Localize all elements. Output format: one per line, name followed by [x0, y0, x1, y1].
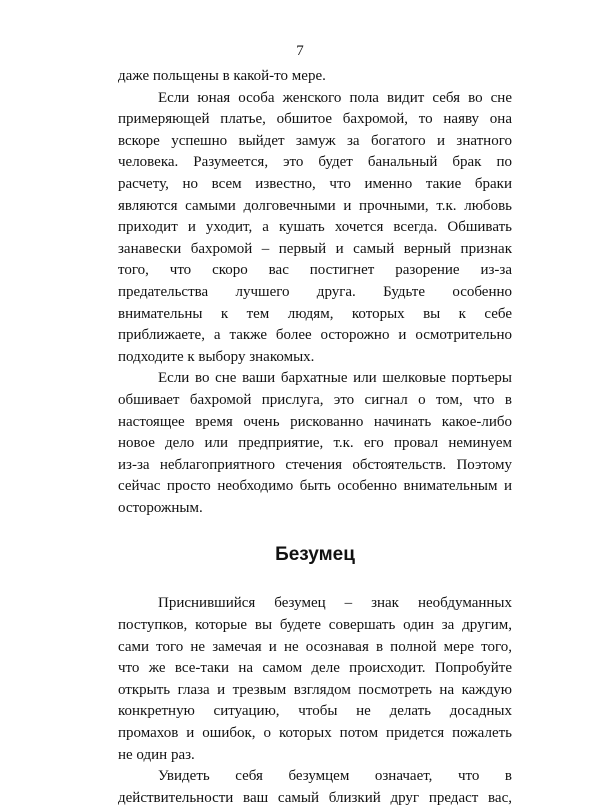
text-line: действительности ваш самый близкий друг предаст вас, — [118, 789, 512, 806]
text-line: вскоре успешно выйдет замуж за богатого и знатного — [118, 132, 512, 149]
text-line: сами того не замечая и не осознавая в полной мере того, — [118, 638, 512, 655]
text-line: промахов и ошибок, о которых потом придется пожалеть — [118, 725, 512, 742]
text-line: конкретную ситуацию, чтобы не делать досадных — [118, 703, 512, 720]
text-line: подходите к выбору знакомых. — [118, 348, 315, 365]
text-line: являются самыми долговечными и прочными, т.к. любовь — [118, 197, 512, 214]
text-line: сейчас просто необходимо быть особенно внимательным и — [118, 478, 512, 495]
text-line: не один раз. — [118, 746, 195, 763]
text-line: Если юная особа женского пола видит себя во сне — [158, 89, 512, 106]
text-line: Если во сне ваши бархатные или шелковые портьеры — [158, 370, 512, 387]
body-text — [118, 66, 512, 809]
text-line: приходит и уходит, а кушать хочется всегда. Обшивать — [118, 219, 512, 236]
text-line: предательства лучшего друга. Будьте особенно — [118, 283, 512, 300]
text-line: настоящее время очень рискованно начинать какое-либо — [118, 413, 512, 430]
text-line: того, что скоро вас постигнет разорение из-за — [118, 262, 512, 279]
text-line: поступков, которые вы будете совершать один за другим, — [118, 617, 512, 634]
text-line: новое дело или предприятие, т.к. его провал неминуем — [118, 435, 512, 452]
text-line: примеряющей платье, обшитое бахромой, то наяву она — [118, 111, 512, 128]
text-line: Увидеть себя безумцем означает, что в — [158, 768, 512, 785]
text-line: Приснившийся безумец – знак необдуманных — [158, 595, 512, 612]
text-line: внимательны к тем людям, которых вы к себе — [118, 305, 512, 322]
section-heading: Безумец — [275, 544, 355, 566]
text-line: занавески бахромой – первый и самый верный признак — [118, 240, 512, 257]
text-line: обшивает бахромой прислуга, это сигнал о том, что в — [118, 391, 512, 408]
page-number: 7 — [296, 43, 304, 59]
text-line: даже польщены в какой-то мере. — [118, 68, 326, 84]
text-line: расчету, но всем известно, что именно такие браки — [118, 175, 512, 192]
text-line: открыть глаза и трезвым взглядом посмотреть на каждую — [118, 681, 512, 698]
text-line: из-за неблагоприятного стечения обстоятельств. Поэтому — [118, 456, 512, 473]
text-line: осторожным. — [118, 499, 203, 516]
text-line: что же все-таки на самом деле происходит. Попробуйте — [118, 660, 512, 677]
text-line: приближаете, а также более осторожно и осмотрительно — [118, 327, 512, 344]
text-line: человека. Разумеется, это будет банальный брак по — [118, 154, 512, 171]
